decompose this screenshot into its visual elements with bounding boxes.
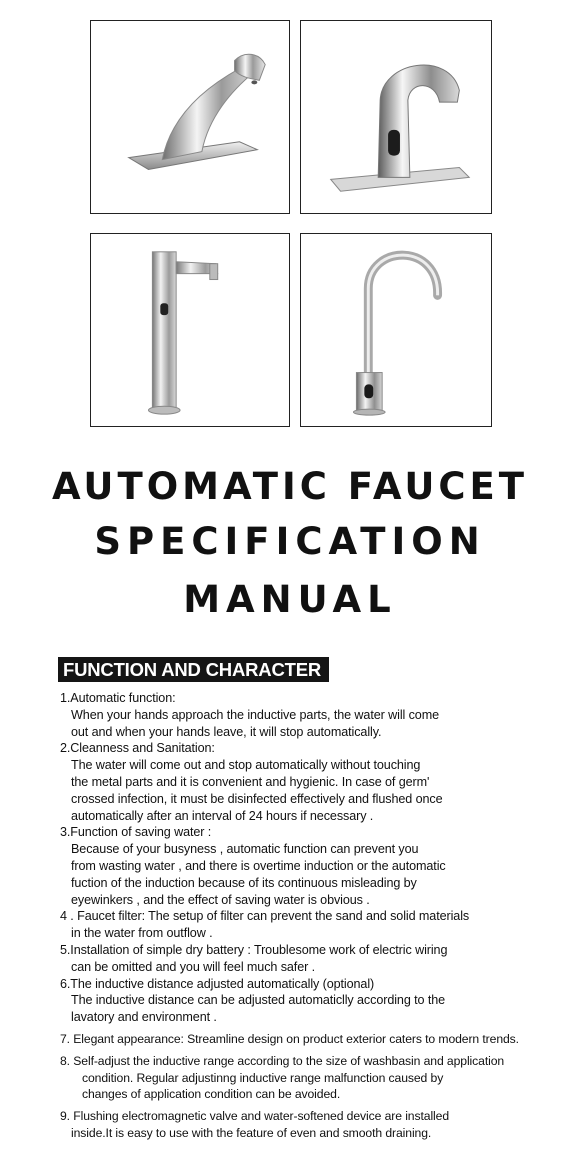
- faucet-tall-straight-illustration: [91, 234, 289, 426]
- item-2-text: the metal parts and it is convenient and hygienic. In case of germ': [71, 774, 430, 789]
- item-8-text: condition. Regular adjustinng inductive range malfunction caused by: [82, 1070, 444, 1085]
- item-3-text: from wasting water , and there is overtime induction or the automatic: [71, 858, 446, 873]
- item-3-text: eyewinkers , and the effect of saving water is obvious .: [71, 892, 370, 907]
- item-8-text: changes of application condition can be avoided.: [82, 1087, 341, 1102]
- item-1-text: out and when your hands leave, it will stop automatically.: [71, 724, 382, 739]
- item-6-text: lavatory and environment .: [71, 1010, 217, 1025]
- item-5-text: can be omitted and you will feel much safer .: [71, 959, 316, 974]
- item-9-title: 9. Flushing electromagnetic valve and water-softened device are installed: [60, 1109, 450, 1124]
- faucet-gooseneck-photo: [300, 233, 492, 427]
- item-3-text: fuction of the induction because of its continuous misleading by: [71, 875, 417, 890]
- faucet-tall-straight-photo: [90, 233, 290, 427]
- item-3-title: 3.Function of saving water :: [60, 825, 212, 840]
- title-line-1: AUTOMATIC FAUCET: [51, 465, 529, 508]
- item-5-title: 5.Installation of simple dry battery : Troublesome work of electric wiring: [60, 942, 448, 957]
- faucet-gooseneck-illustration: [301, 234, 491, 426]
- item-2-title: 2.Cleanness and Sanitation:: [60, 741, 215, 756]
- faucet-sensor-round-illustration: [301, 21, 491, 213]
- item-2-text: crossed infection, it must be disinfected effectively and flushed once: [71, 791, 443, 806]
- title-line-3: MANUAL: [183, 578, 397, 621]
- section-heading: FUNCTION AND CHARACTER: [58, 657, 329, 682]
- item-6-title: 6.The inductive distance adjusted automatically (optional): [60, 976, 375, 991]
- item-4-title: 4 . Faucet filter: The setup of filter can prevent the sand and solid materials: [60, 909, 470, 924]
- faucet-sensor-round-photo: [300, 20, 492, 214]
- item-1-title: 1.Automatic function:: [60, 691, 176, 705]
- faucet-deck-plate-illustration: [91, 21, 289, 213]
- item-8-title: 8. Self-adjust the inductive range according to the size of washbasin and application: [60, 1053, 505, 1068]
- item-2-text: The water will come out and stop automatically without touching: [71, 758, 421, 773]
- faucet-deck-plate-photo: [90, 20, 290, 214]
- item-9-text: inside.It is easy to use with the feature of even and smooth draining.: [71, 1125, 432, 1140]
- item-6-text: The inductive distance can be adjusted automaticlly according to the: [71, 993, 446, 1008]
- product-photo-grid: [0, 0, 580, 440]
- function-list: [60, 690, 565, 1142]
- title-line-2: SPECIFICATION: [94, 520, 486, 563]
- item-2-text: automatically after an interval of 24 hours if necessary .: [71, 808, 374, 823]
- item-7: 7. Elegant appearance: Streamline design on product exterior caters to modern trends.: [60, 1031, 519, 1046]
- item-1-text: When your hands approach the inductive parts, the water will come: [71, 707, 440, 722]
- item-3-text: Because of your busyness , automatic function can prevent you: [71, 842, 419, 857]
- item-4-text: in the water from outflow .: [71, 926, 213, 941]
